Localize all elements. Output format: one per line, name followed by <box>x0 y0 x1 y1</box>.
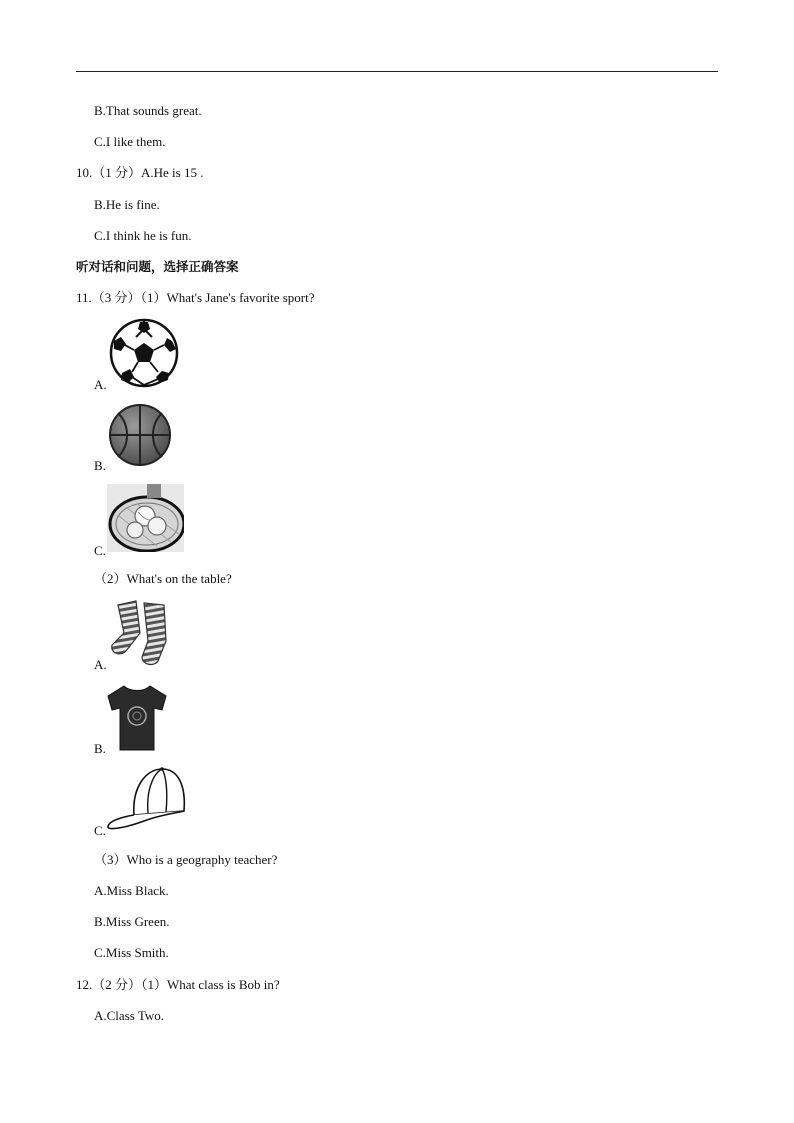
q11-3-option-a: A.Miss Black. <box>94 883 169 898</box>
q11-3-question: （3）Who is a geography teacher? <box>94 852 278 867</box>
q11-3-option-b: B.Miss Green. <box>94 914 170 929</box>
q11-2-option-a: A. <box>94 657 107 672</box>
q11-3-option-c: C.Miss Smith. <box>94 945 169 960</box>
q10-option-c: C.I think he is fun. <box>94 228 192 243</box>
q11-1-option-a: A. <box>94 377 107 392</box>
cap-icon <box>104 765 188 833</box>
q9-option-c: C.I like them. <box>94 134 166 149</box>
q12-question: 12.（2 分）（1）What class is Bob in? <box>76 977 280 992</box>
q9-option-b: B.That sounds great. <box>94 103 202 118</box>
q11-1-option-c: C. <box>94 543 106 558</box>
q11-1-option-b: B. <box>94 458 106 473</box>
tennis-racket-icon <box>107 484 184 552</box>
soccer-ball-icon <box>106 317 180 389</box>
q11-2-option-b: B. <box>94 741 106 756</box>
q10-question: 10.（1 分）A.He is 15 . <box>76 165 204 180</box>
q11-2-question: （2）What's on the table? <box>94 571 232 586</box>
basketball-icon <box>108 403 172 467</box>
striped-socks-icon <box>106 599 172 667</box>
header-rule <box>76 71 718 72</box>
q12-option-a: A.Class Two. <box>94 1008 164 1023</box>
q10-option-b: B.He is fine. <box>94 197 160 212</box>
t-shirt-icon <box>106 684 168 752</box>
q11-question: 11.（3 分）（1）What's Jane's favorite sport? <box>76 290 315 305</box>
q11-2-option-c: C. <box>94 823 106 838</box>
section-heading: 听对话和问题，选择正确答案 <box>76 259 239 274</box>
